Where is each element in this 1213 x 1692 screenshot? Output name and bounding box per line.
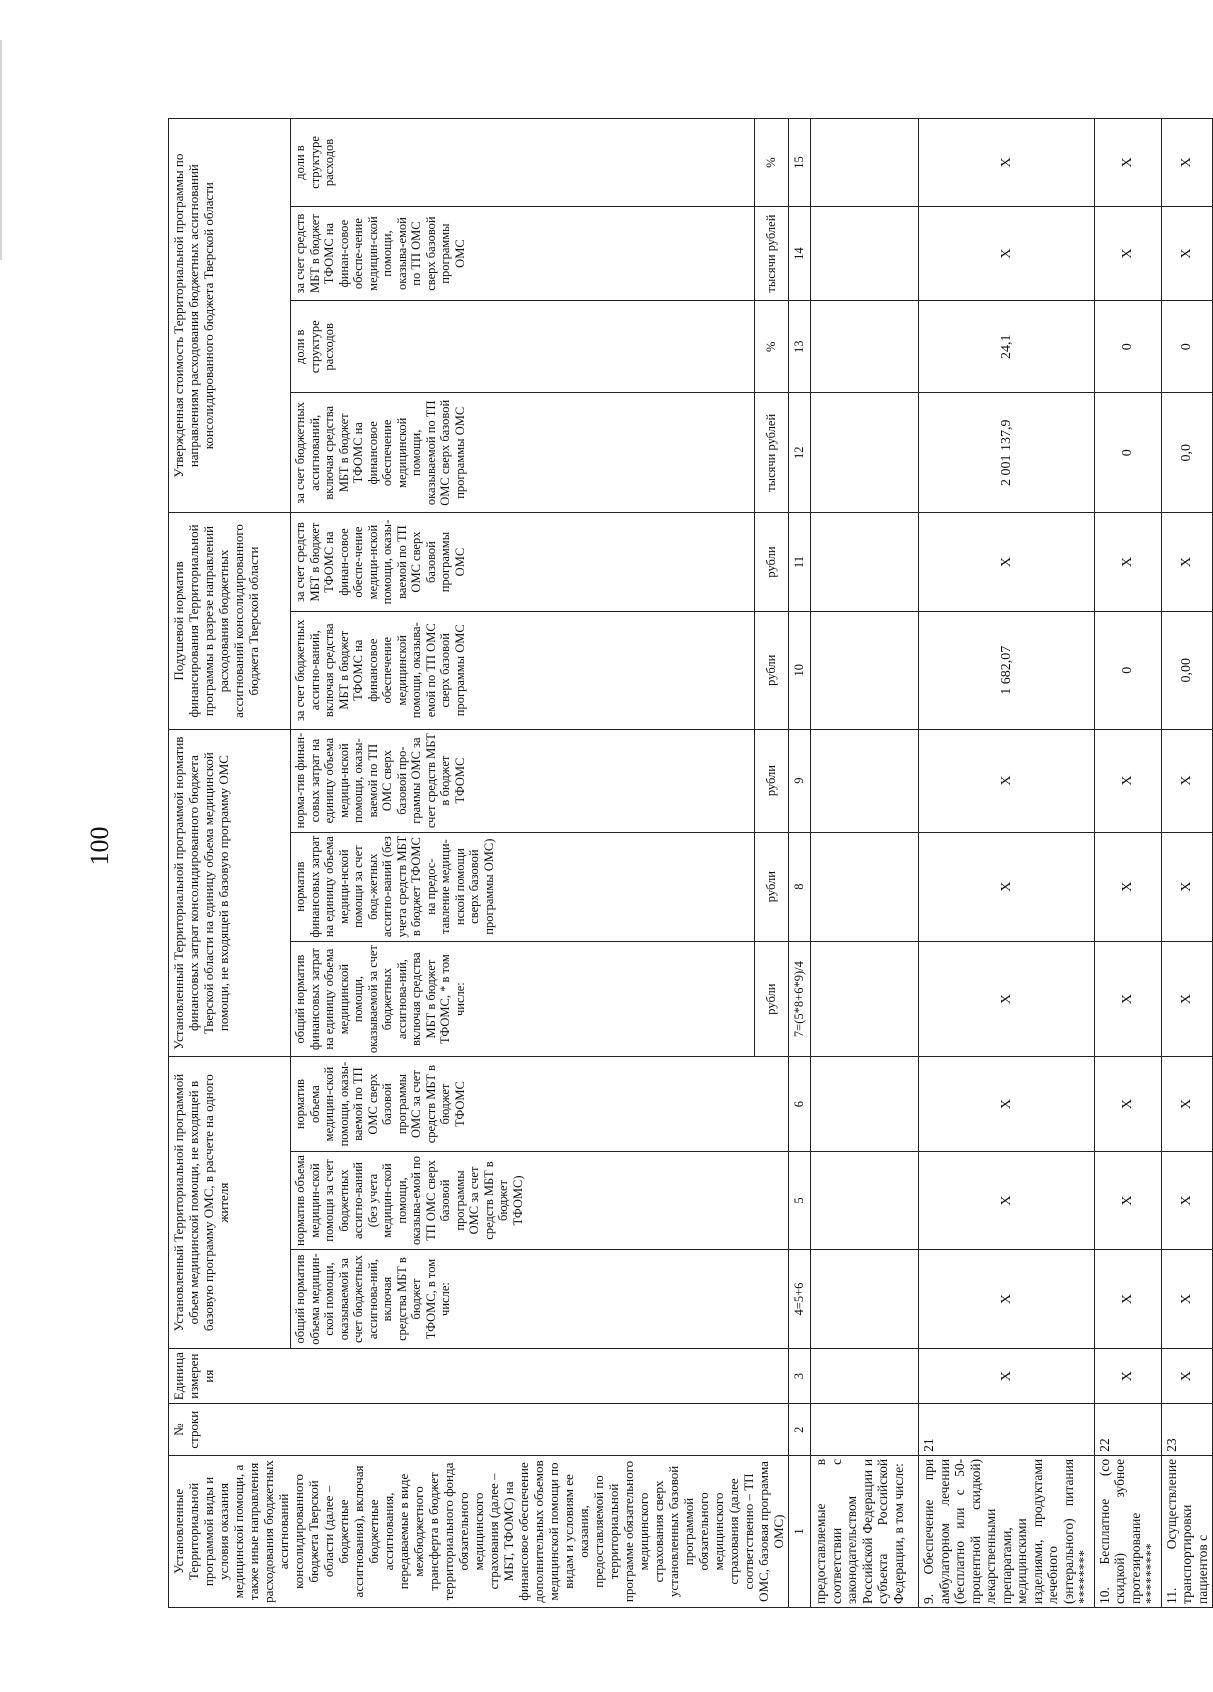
cell-unit: X bbox=[1094, 1348, 1161, 1404]
header-col-6: норматив объема медицин-ской помощи, оказы-ваемой по ТП ОМС сверх базовой программы ОМС за счет средств МБТ в бюджет ТФОМС bbox=[291, 1057, 789, 1151]
colnum-2: 2 bbox=[789, 1404, 811, 1455]
cell-col-10: 1 682,07 bbox=[919, 611, 1095, 729]
colnum-1: 1 bbox=[789, 1455, 811, 1607]
cell-col-4: X bbox=[1161, 1250, 1213, 1349]
colnum-12: 12 bbox=[789, 393, 811, 513]
cell-col-7: X bbox=[1094, 941, 1161, 1057]
header-col-10: за счет бюджетных ассигно-ваний, включая средства МБТ в бюджет ТФОМС на финансовое обеспечение медицинской помощи, оказыва-емой по ТП ОМС сверх базовой программы ОМС bbox=[291, 611, 755, 729]
row-label: предоставляемые в соответствии с законодательством Российской Федерации и субъекта Российской Федерации, в том числе: bbox=[811, 1455, 919, 1607]
row-number: 23 bbox=[1161, 1404, 1213, 1455]
cell-col-8: X bbox=[1094, 832, 1161, 941]
header-group-cost: Установленный Территориальной программой норматив финансовых затрат консолидированного бюджета Тверской области на единицу объема медицинской помощи, не входящей в базовую программу ОМС bbox=[169, 729, 291, 1057]
column-number-row bbox=[789, 119, 811, 1608]
header-col-7: общий норматив финансовых затрат на единицу объема медицинской помощи, оказываемой за счет бюджетных ассигнова-ний, включая средства МБТ в бюджет ТФОМС, * в том числе: bbox=[291, 941, 755, 1057]
cell-unit: X bbox=[1161, 1348, 1213, 1404]
header-group-total: Утвержденная стоимость Территориальной программы по направлениям расходования бюджетных ассигнований консолидированного бюджета Тверской области bbox=[169, 119, 291, 513]
row-number bbox=[811, 1404, 919, 1455]
table-row bbox=[811, 119, 919, 1608]
cell-col-14 bbox=[811, 206, 919, 300]
cell-col-13: 0 bbox=[1161, 301, 1213, 393]
header-col-2: № строки bbox=[169, 1404, 789, 1455]
cell-col-11: X bbox=[1161, 513, 1213, 612]
cell-col-9: X bbox=[919, 729, 1095, 832]
cell-col-8: X bbox=[1161, 832, 1213, 941]
header-group-row bbox=[169, 119, 291, 1608]
cell-col-15: X bbox=[1161, 119, 1213, 207]
unit-col-15: % bbox=[755, 119, 789, 207]
colnum-15: 15 bbox=[789, 119, 811, 207]
cell-col-9: X bbox=[1161, 729, 1213, 832]
cell-col-9 bbox=[811, 729, 919, 832]
rotated-table-wrapper bbox=[168, 118, 1210, 1608]
page-number: 100 bbox=[85, 826, 114, 866]
unit-col-8: рубли bbox=[755, 832, 789, 941]
row-label: 11. Осуществление транспортировки пациентов с bbox=[1161, 1455, 1213, 1607]
cell-col-14: X bbox=[1094, 206, 1161, 300]
colnum-6: 6 bbox=[789, 1057, 811, 1151]
cell-col-14: X bbox=[1161, 206, 1213, 300]
cell-col-5: X bbox=[919, 1151, 1095, 1250]
header-col-1: Установленные Территориальной программой виды и условия оказания медицинской помощи, а также иные направления расходования бюджетных ассигнований консолидированного бюджета Тверской области (далее – бюджетные ассигнования), включая бюджетные ассигнования, передаваемые в виде межбюджетного трансферта в бюджет территориального фонда обязательного медицинского страхования (далее – МБТ, ТФОМС) на финансовое обеспечение дополнительных объемов медицинской помощи по видам и условиям ее оказания, предоставляемой по территориальной программе обязательного медицинского страхования сверх установленных базовой программой обязательного медицинского страхования (далее соответственно – ТП ОМС, базовая программа ОМС) bbox=[169, 1455, 789, 1607]
cell-unit: X bbox=[919, 1348, 1095, 1404]
cell-col-8: X bbox=[919, 832, 1095, 941]
cell-col-12: 2 001 137,9 bbox=[919, 393, 1095, 513]
header-col-14: за счет средств МБТ в бюджет ТФОМС на финан-совое обеспе-чение медицин-ской помощи, оказыва-емой по ТП ОМС сверх базовой программы ОМС bbox=[291, 206, 755, 300]
financing-table bbox=[168, 118, 1213, 1608]
colnum-14: 14 bbox=[789, 206, 811, 300]
table-row bbox=[919, 119, 1095, 1608]
cell-col-11 bbox=[811, 513, 919, 612]
colnum-13: 13 bbox=[789, 301, 811, 393]
cell-col-9: X bbox=[1094, 729, 1161, 832]
row-label: 9. Обеспечение при амбулаторном лечении (бесплатно или с 50-процентной скидкой) лекарственными препаратами, медицинскими изделиями, продуктами лечебного (энтерального) питания ******** bbox=[919, 1455, 1095, 1607]
header-col-3: Единица измерения bbox=[169, 1348, 789, 1404]
colnum-10: 10 bbox=[789, 611, 811, 729]
cell-col-11: X bbox=[1094, 513, 1161, 612]
cell-col-10 bbox=[811, 611, 919, 729]
row-number: 22 bbox=[1094, 1404, 1161, 1455]
colnum-5: 5 bbox=[789, 1151, 811, 1250]
unit-col-7: рубли bbox=[755, 941, 789, 1057]
header-col-5: норматив объема медицин-ской помощи за счет бюджетных ассигно-ваний (без учета медицин-ской помощи, оказыва-емой по ТП ОМС сверх базовой программы ОМС за счет средств МБТ в бюджет ТФОМС) bbox=[291, 1151, 789, 1250]
cell-col-4: X bbox=[1094, 1250, 1161, 1349]
cell-col-4: X bbox=[919, 1250, 1095, 1349]
scan-edge-mark bbox=[0, 40, 2, 260]
unit-col-11: рубли bbox=[755, 513, 789, 612]
cell-col-10: 0 bbox=[1094, 611, 1161, 729]
header-col-12: за счет бюджетных ассигнований, включая средства МБТ в бюджет ТФОМС на финансовое обеспечение медицинской помощи, оказываемой по ТП ОМС сверх базовой программы ОМС bbox=[291, 393, 755, 513]
cell-col-5 bbox=[811, 1151, 919, 1250]
cell-col-10: 0,00 bbox=[1161, 611, 1213, 729]
cell-col-12 bbox=[811, 393, 919, 513]
unit-col-13: % bbox=[755, 301, 789, 393]
header-col-13: доли в структуре расходов bbox=[291, 301, 755, 393]
colnum-11: 11 bbox=[789, 513, 811, 612]
table-row bbox=[1094, 119, 1161, 1608]
unit-col-10: рубли bbox=[755, 611, 789, 729]
cell-col-6: X bbox=[919, 1057, 1095, 1151]
header-group-volume: Установленный Территориальной программой объем медицинской помощи, не входящей в базовую программу ОМС, в расчете на одного жителя bbox=[169, 1057, 291, 1348]
cell-col-11: X bbox=[919, 513, 1095, 612]
table-row bbox=[1161, 119, 1213, 1608]
header-col-4: общий норматив объема медицин-ской помощи, оказываемой за счет бюджетных ассигнова-ний, включая средства МБТ в бюджет ТФОМС, в том числе: bbox=[291, 1250, 789, 1349]
header-col-15: доли в структуре расходов bbox=[291, 119, 755, 207]
cell-col-6 bbox=[811, 1057, 919, 1151]
header-col-8: норматив финансовых затрат на единицу объема медици-нской помощи за счет бюд-жетных ассигно-ваний (без учета средств МБТ в бюджет ТФОМС на предос-тавление медици-нской помощи сверх базовой программы ОМС) bbox=[291, 832, 755, 941]
cell-col-7: X bbox=[919, 941, 1095, 1057]
colnum-8: 8 bbox=[789, 832, 811, 941]
cell-col-13: 24,1 bbox=[919, 301, 1095, 393]
cell-col-14: X bbox=[919, 206, 1095, 300]
cell-col-15: X bbox=[919, 119, 1095, 207]
cell-col-5: X bbox=[1094, 1151, 1161, 1250]
header-col-11: за счет средств МБТ в бюджет ТФОМС на финан-совое обеспе-чение медици-нской помощи, оказы-ваемой по ТП ОМС сверх базовой программы ОМС bbox=[291, 513, 755, 612]
cell-col-15: X bbox=[1094, 119, 1161, 207]
cell-col-12: 0,0 bbox=[1161, 393, 1213, 513]
cell-col-12: 0 bbox=[1094, 393, 1161, 513]
cell-col-6: X bbox=[1094, 1057, 1161, 1151]
cell-col-15 bbox=[811, 119, 919, 207]
cell-col-6: X bbox=[1161, 1057, 1213, 1151]
header-group-per-capita: Подушевой норматив финансирования Территориальной программы в разрезе направлений расходования бюджетных ассигнований консолидированного бюджета Тверской области bbox=[169, 513, 291, 729]
unit-col-12: тысячи рублей bbox=[755, 393, 789, 513]
header-col-9: норма-тив финан-совых затрат на единицу объема медици-нской помощи, оказы-ваемой по ТП ОМС сверх базовой про-граммы ОМС за счет средств МБТ в бюджет ТФОМС bbox=[291, 729, 755, 832]
unit-col-9: рубли bbox=[755, 729, 789, 832]
cell-col-13 bbox=[811, 301, 919, 393]
cell-col-4 bbox=[811, 1250, 919, 1349]
cell-col-7 bbox=[811, 941, 919, 1057]
row-number: 21 bbox=[919, 1404, 1095, 1455]
cell-col-13: 0 bbox=[1094, 301, 1161, 393]
cell-col-5: X bbox=[1161, 1151, 1213, 1250]
colnum-9: 9 bbox=[789, 729, 811, 832]
unit-col-14: тысячи рублей bbox=[755, 206, 789, 300]
colnum-4: 4=5+6 bbox=[789, 1250, 811, 1349]
colnum-7: 7=(5*8+6*9)/4 bbox=[789, 941, 811, 1057]
colnum-3: 3 bbox=[789, 1348, 811, 1404]
cell-col-8 bbox=[811, 832, 919, 941]
cell-col-7: X bbox=[1161, 941, 1213, 1057]
cell-unit bbox=[811, 1348, 919, 1404]
row-label: 10. Бесплатное (со скидкой) зубное протезирование ********* bbox=[1094, 1455, 1161, 1607]
